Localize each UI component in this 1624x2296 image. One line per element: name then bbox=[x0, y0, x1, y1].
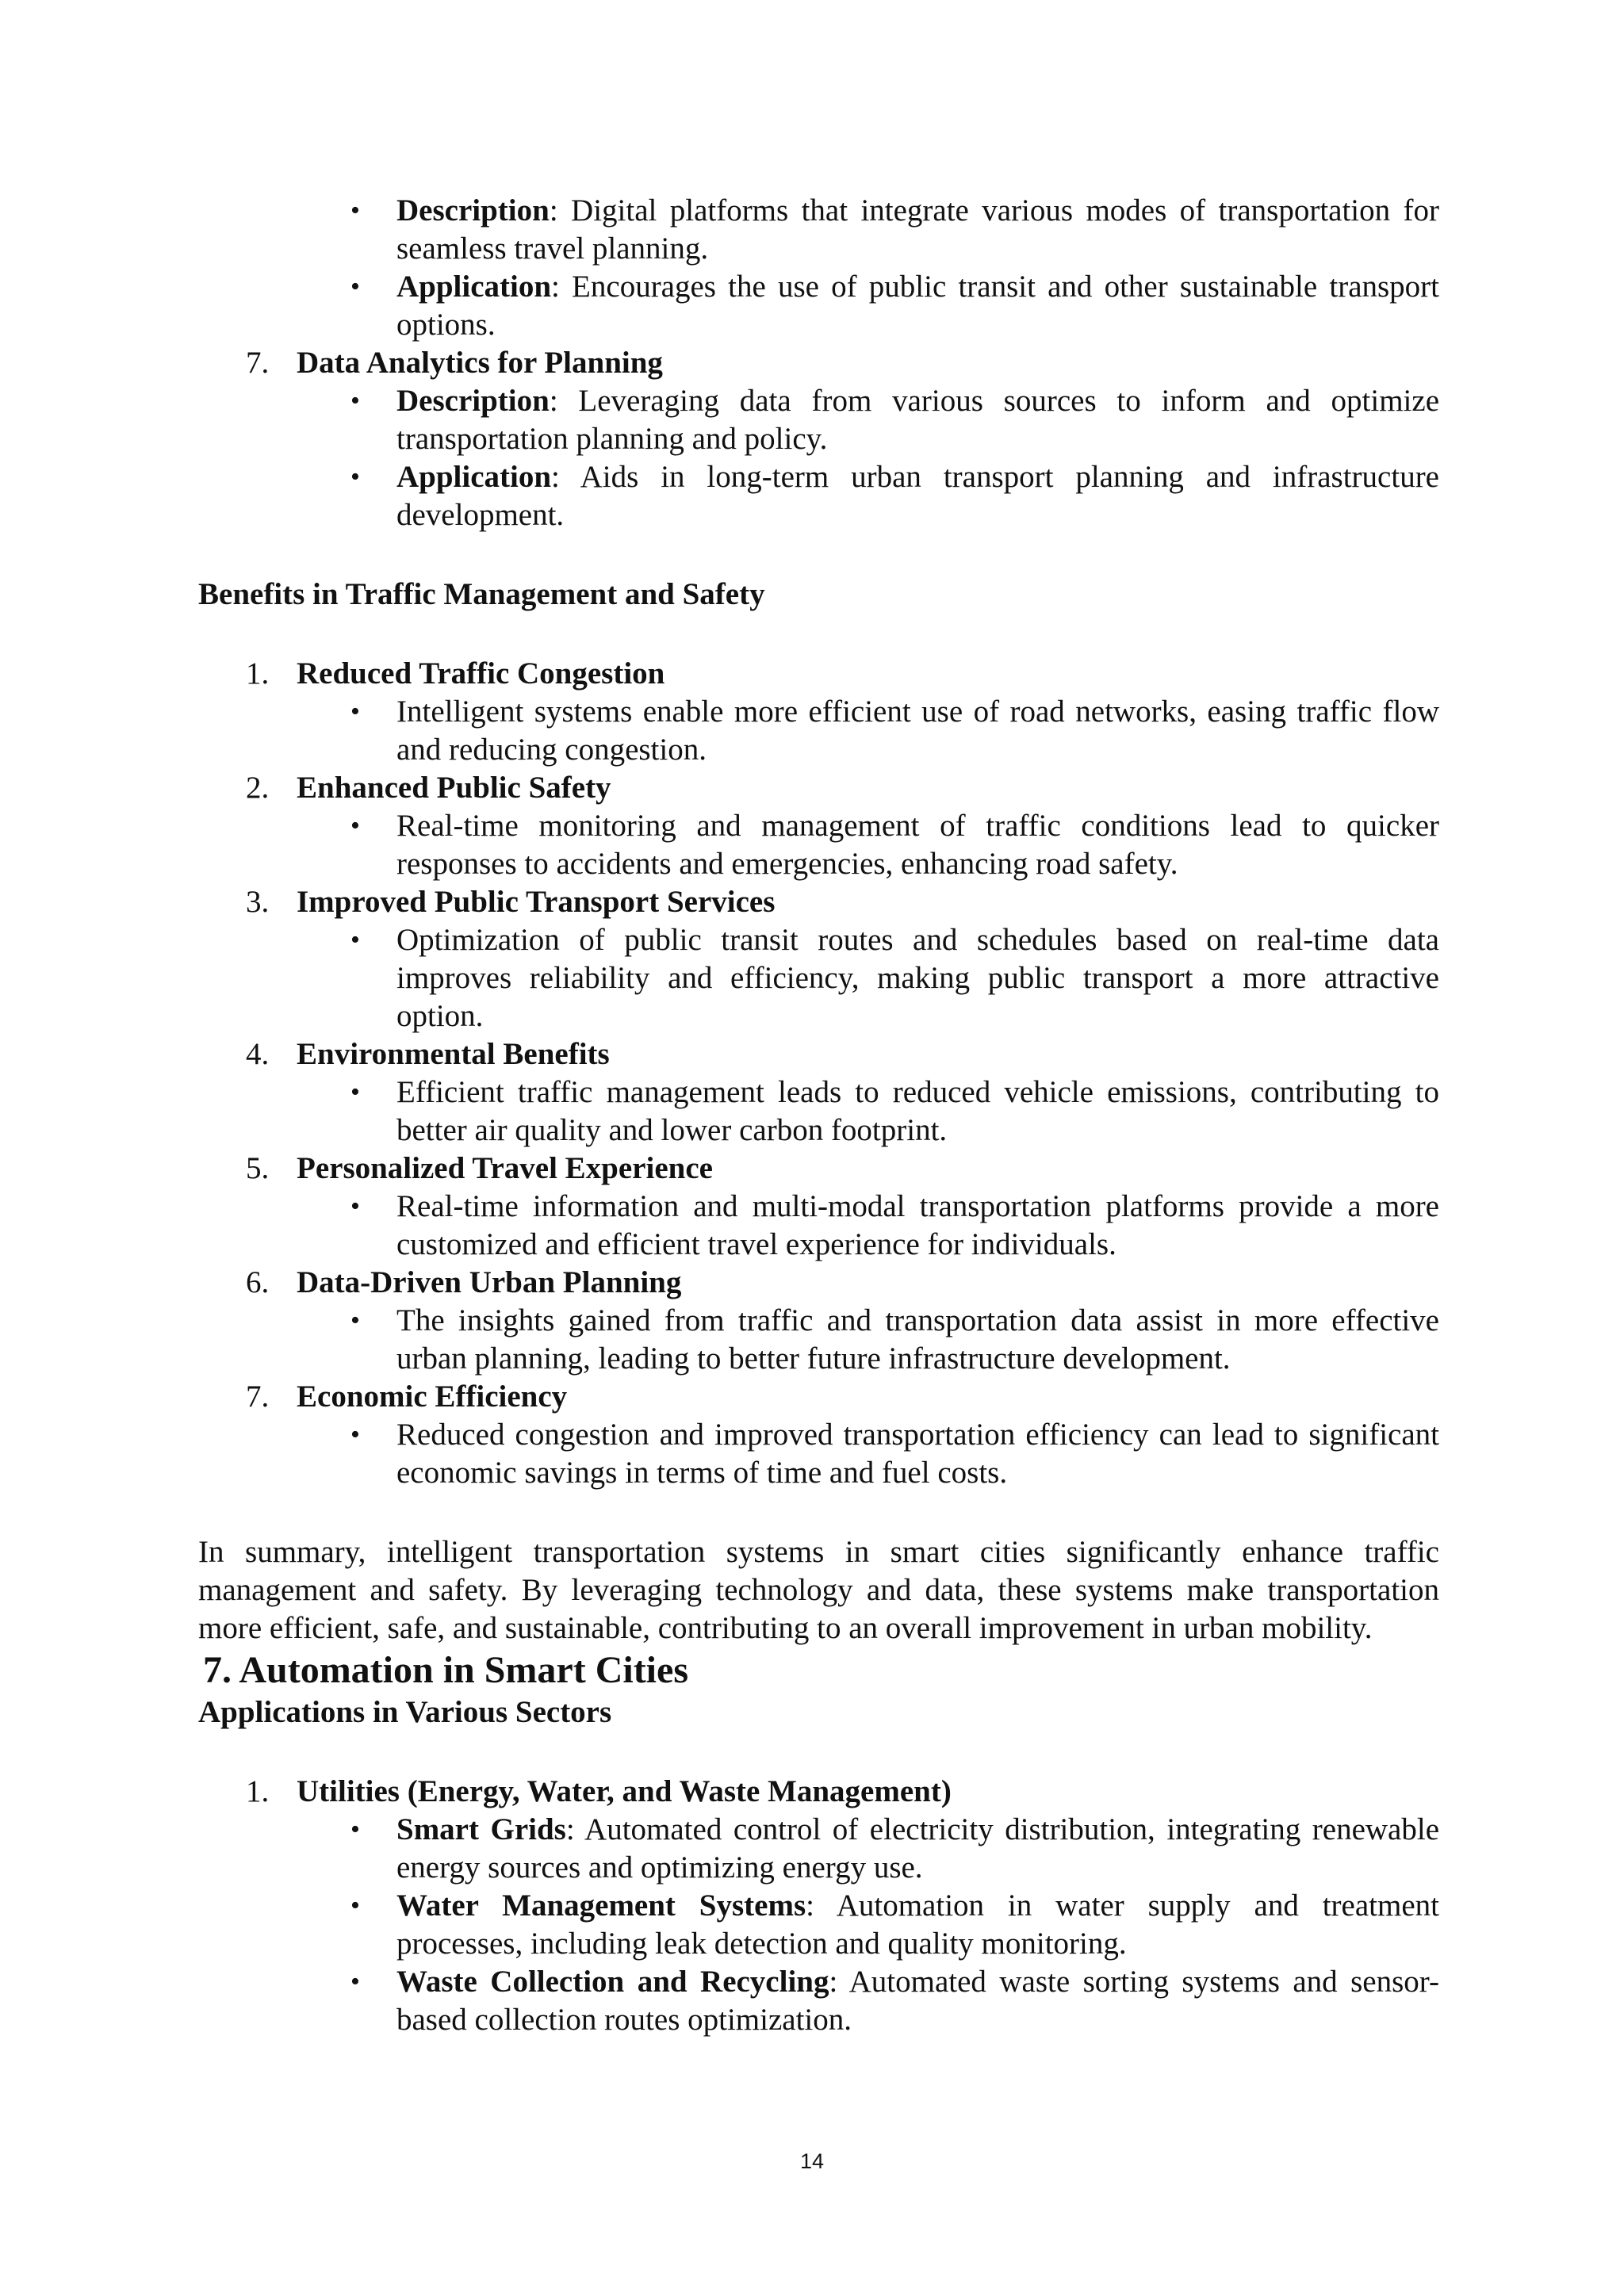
document-page bbox=[198, 192, 1439, 2039]
summary-paragraph: In summary, intelligent transportation systems in smart cities significantly enhance traffic management and safety. By leveraging technology and data, these systems make transportation more efficient, safe, and sustainable, contributing to an overall improvement in urban mobility. bbox=[198, 1535, 1439, 1645]
benefit-item: 6. Data-Driven Urban Planning • The insights gained from traffic and transportation data assist in more effective urban planning, leading to better future infrastructure development. bbox=[198, 1264, 1439, 1378]
section-title: 7. Automation in Smart Cities bbox=[203, 1649, 688, 1691]
benefits-list bbox=[198, 655, 1439, 1492]
item-title: Data Analytics for Planning bbox=[297, 346, 663, 380]
list-item: • Smart Grids: Automated control of electricity distribution, integrating renewable energy sources and optimizing energy use. bbox=[396, 1811, 1439, 1887]
list-item: • Optimization of public transit routes and schedules based on real-time data improves reliability and efficiency, making public transport a more attractive option. bbox=[396, 921, 1439, 1035]
intro-bullet-list bbox=[198, 192, 1439, 344]
benefit-item: 2. Enhanced Public Safety • Real-time monitoring and management of traffic conditions lead to quicker responses to accidents and emergencies, enhancing road safety. bbox=[198, 769, 1439, 883]
benefit-item: 4. Environmental Benefits • Efficient traffic management leads to reduced vehicle emissions, contributing to better air quality and lower carbon footprint. bbox=[198, 1035, 1439, 1150]
list-item: • Intelligent systems enable more efficient use of road networks, easing traffic flow and reducing congestion. bbox=[396, 693, 1439, 769]
section-subheading: Applications in Various Sectors bbox=[198, 1695, 612, 1729]
benefit-title: Environmental Benefits bbox=[297, 1037, 610, 1071]
benefit-item: 5. Personalized Travel Experience • Real-time information and multi-modal transportation platforms provide a more customized and efficient travel experience for individuals. bbox=[198, 1150, 1439, 1264]
benefit-title: Reduced Traffic Congestion bbox=[297, 656, 665, 691]
item-title: Utilities (Energy, Water, and Waste Management) bbox=[297, 1774, 952, 1808]
item-number: 7. bbox=[246, 346, 270, 380]
list-item: • Waste Collection and Recycling: Automated waste sorting systems and sensor-based collection routes optimization. bbox=[396, 1963, 1439, 2039]
benefit-item: 7. Economic Efficiency • Reduced congestion and improved transportation efficiency can lead to significant economic savings in terms of time and fuel costs. bbox=[198, 1378, 1439, 1492]
page-number: 14 bbox=[799, 2149, 825, 2173]
benefits-heading: Benefits in Traffic Management and Safety bbox=[198, 577, 765, 611]
benefit-title: Improved Public Transport Services bbox=[297, 885, 776, 919]
list-item: • Description: Digital platforms that integrate various modes of transportation for seamless travel planning. bbox=[396, 192, 1439, 268]
list-item: • Application: Aids in long-term urban transport planning and infrastructure development. bbox=[396, 458, 1439, 534]
list-item: • The insights gained from traffic and transportation data assist in more effective urban planning, leading to better future infrastructure development. bbox=[396, 1302, 1439, 1378]
benefit-title: Enhanced Public Safety bbox=[297, 771, 611, 805]
benefit-item: 1. Reduced Traffic Congestion • Intelligent systems enable more efficient use of road networks, easing traffic flow and reducing congestion. bbox=[198, 655, 1439, 769]
numbered-item-data-analytics bbox=[198, 344, 1439, 534]
benefit-title: Personalized Travel Experience bbox=[297, 1151, 713, 1185]
numbered-item-utilities: 1. Utilities (Energy, Water, and Waste Management) • Smart Grids: Automated control of electricity distribution, integrating renewable energy sources and optimizing energy use. • Water Management Systems: Automation in water supply and treatment processes, including leak detection and quality monitoring. • Waste Collection and Recycling: Automated waste sorting systems and sensor-based collection routes optimization. bbox=[198, 1773, 1439, 2039]
list-item: • Efficient traffic management leads to reduced vehicle emissions, contributing to better air quality and lower carbon footprint. bbox=[396, 1073, 1439, 1150]
list-item: • Description: Leveraging data from various sources to inform and optimize transportation planning and policy. bbox=[396, 382, 1439, 458]
list-item: • Real-time monitoring and management of traffic conditions lead to quicker responses to accidents and emergencies, enhancing road safety. bbox=[396, 807, 1439, 883]
benefit-title: Data-Driven Urban Planning bbox=[297, 1265, 682, 1299]
benefit-item: 3. Improved Public Transport Services • Optimization of public transit routes and schedules based on real-time data improves reliability and efficiency, making public transport a more attractive option. bbox=[198, 883, 1439, 1035]
list-item: • Real-time information and multi-modal transportation platforms provide a more customized and efficient travel experience for individuals. bbox=[396, 1188, 1439, 1264]
list-item: • Application: Encourages the use of public transit and other sustainable transport options. bbox=[396, 268, 1439, 344]
list-item: • Water Management Systems: Automation in water supply and treatment processes, including leak detection and quality monitoring. bbox=[396, 1887, 1439, 1963]
list-item: • Reduced congestion and improved transportation efficiency can lead to significant economic savings in terms of time and fuel costs. bbox=[396, 1416, 1439, 1492]
benefit-title: Economic Efficiency bbox=[297, 1380, 568, 1414]
